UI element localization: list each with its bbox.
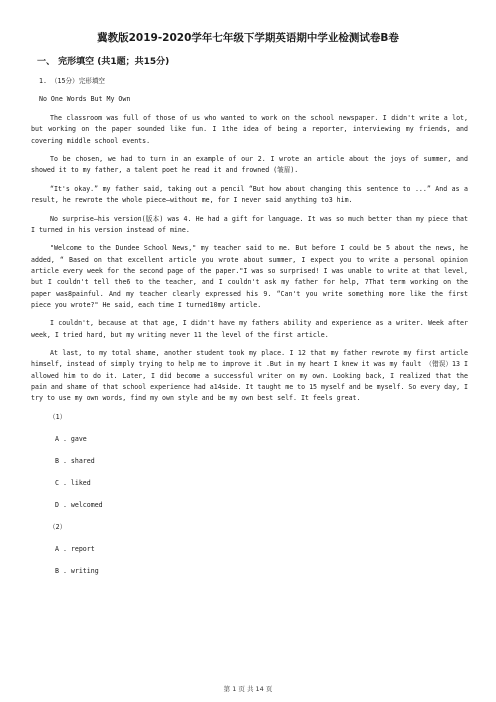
paragraph: I couldn't, because at that age, I didn't have my fathers ability and experience as a writer. Week after week, I tried hard, but my writing never 11 the level of the first article. xyxy=(31,319,468,339)
sub-question-number: （2） xyxy=(49,522,67,531)
option-item: A . report xyxy=(55,544,95,553)
paragraph: "Welcome to the Dundee School News," my teacher said to me. But before I could be 5 about the news, he added, “ Based on that excellent article you wrote about summer, I expect you to write a personal opinion article every week for the second page of the paper."I was so surprised! I was unable to write at that level, but I couldn't tell the6 to the teacher, and I couldn't ask my father for help, 7That term working on the paper was8painful. And my teacher clearly expressed his 9. “Can't you write something more like the first piece you wrote?" He said, each time I turned10my article. xyxy=(31,244,468,309)
section-heading: 一、 完形填空 (共1题；共15分) xyxy=(37,57,170,67)
paragraph: To be chosen, we had to turn in an example of our 2. I wrote an article about the joys of summer, and showed it to my father, a talent poet he read it and frowned (皱眉). xyxy=(31,155,468,175)
option-item: A . gave xyxy=(55,434,87,443)
option-item: D . welcomed xyxy=(55,500,103,509)
question-body xyxy=(31,76,468,588)
paragraph: No surprise—his version(版本) was 4. He had a gift for language. It was so much better than my piece that I turned in his version instead of mine. xyxy=(31,214,468,234)
page-title: 冀教版2019-2020学年七年级下学期英语期中学业检测试卷B卷 xyxy=(97,32,399,44)
sub-question-number: （1） xyxy=(49,412,67,421)
option-list xyxy=(31,544,468,577)
paragraph: The classroom was full of those of us who wanted to work on the school newspaper. I didn't write a lot, but working on the paper sounded like fun. I 1the idea of being a reporter, interviewing my friends, and covering middle school events. xyxy=(31,113,468,145)
option-item: B . shared xyxy=(55,456,95,465)
passage-title: No One Words But My Own xyxy=(39,95,131,104)
option-item: C . liked xyxy=(55,478,91,487)
paragraph: “It's okay.” my father said, taking out a pencil “But how about changing this sentence to ...” And as a result, he rewrote the whole piece—without me, for I never said anything to3 him. xyxy=(31,184,468,205)
option-item: B . writing xyxy=(55,566,99,575)
option-list xyxy=(31,434,468,511)
paragraph: At last, to my total shame, another student took my place. I 12 that my father rewrote my first article himself, instead of simply trying to help me to improve it .But in my heart I knew it was my fault （错误）13 I allowed him to do it. Later, I did become a successful writer on my own. Looking back, I realized that the pain and shame of that school experience had a14side. It taught me to 15 myself and be myself. So every day, I try to use my own words, find my own style and be my own best self. It feels great. xyxy=(31,349,468,403)
question-header: 1. （15分）完形填空 xyxy=(39,77,106,85)
page-footer: 第 1 页 共 14 页 xyxy=(223,685,273,693)
